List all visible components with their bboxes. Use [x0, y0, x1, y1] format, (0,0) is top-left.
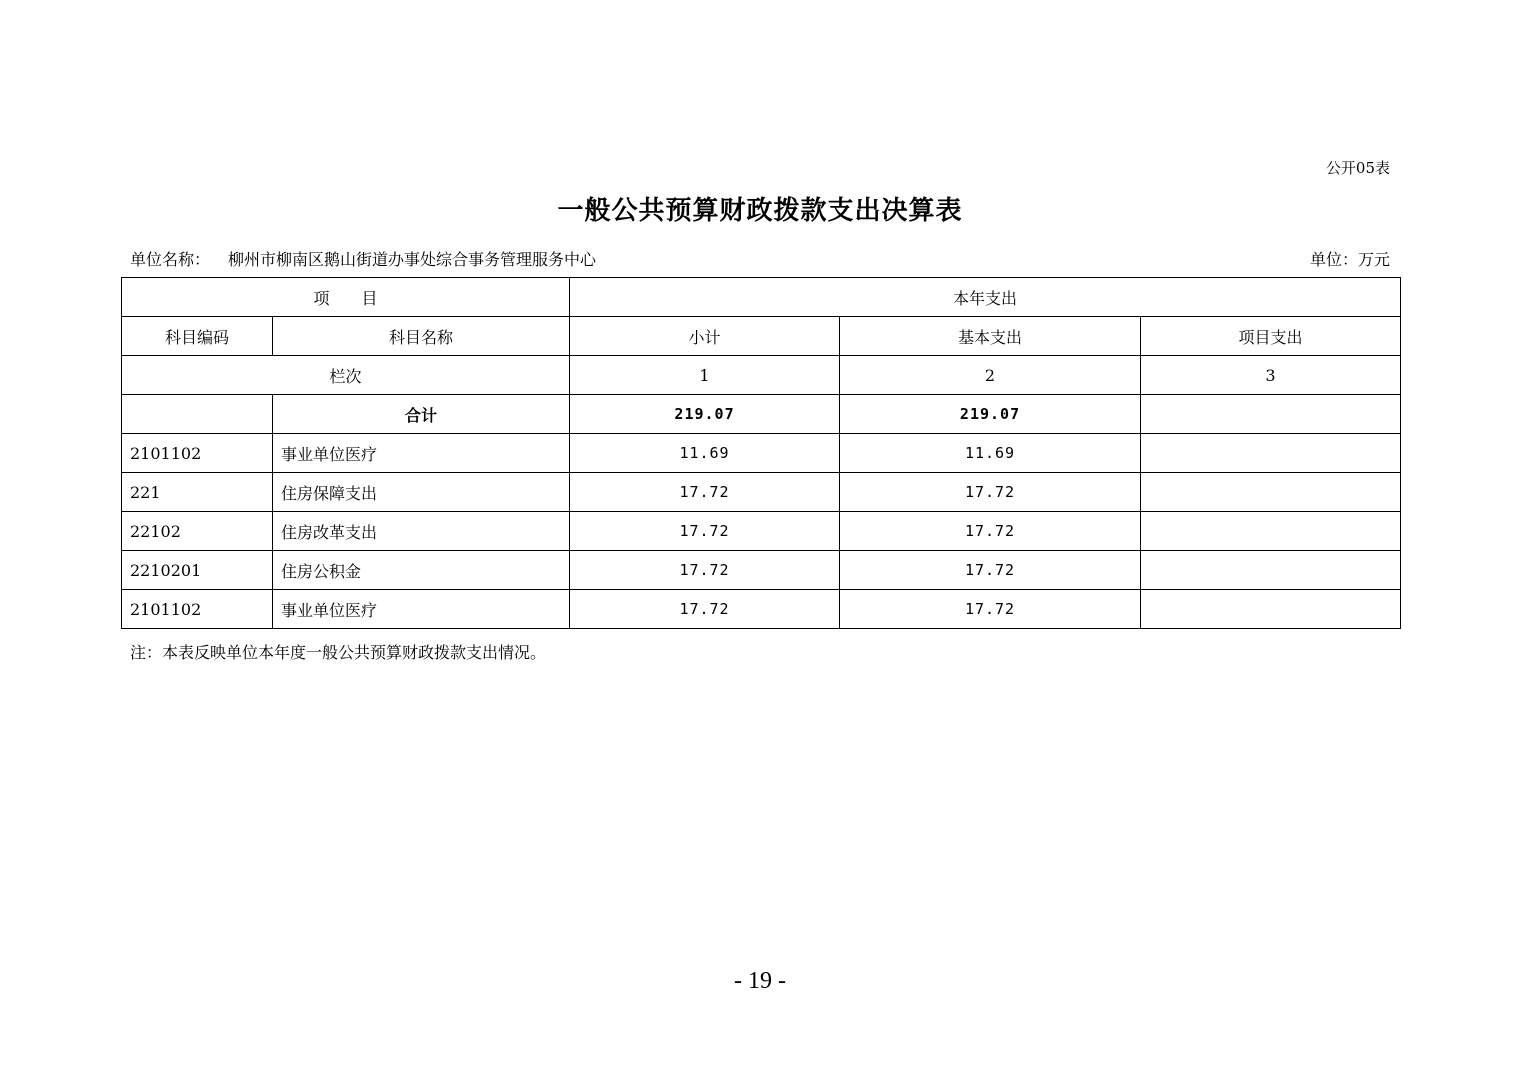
row-basic: 17.72	[840, 473, 1141, 512]
budget-table	[121, 277, 1401, 629]
org-info	[130, 247, 596, 270]
header-subtotal: 小计	[570, 317, 840, 356]
header-row-1	[122, 278, 1401, 317]
index-col-2: 2	[840, 356, 1141, 395]
row-project	[1141, 551, 1401, 590]
table-row	[122, 551, 1401, 590]
row-code: 2210201	[122, 551, 273, 590]
row-subtotal: 17.72	[570, 512, 840, 551]
index-row	[122, 356, 1401, 395]
table-row	[122, 473, 1401, 512]
page-number: - 19 -	[734, 968, 786, 994]
total-name: 合计	[273, 395, 570, 434]
total-row	[122, 395, 1401, 434]
row-project	[1141, 434, 1401, 473]
row-subtotal: 17.72	[570, 590, 840, 629]
row-basic: 17.72	[840, 551, 1141, 590]
index-col-3: 3	[1141, 356, 1401, 395]
table-row	[122, 434, 1401, 473]
row-name: 住房改革支出	[273, 512, 570, 551]
org-label: 单位名称：	[130, 250, 211, 269]
row-name: 住房公积金	[273, 551, 570, 590]
header-row-2	[122, 317, 1401, 356]
total-code	[122, 395, 273, 434]
row-subtotal: 11.69	[570, 434, 840, 473]
row-code: 221	[122, 473, 273, 512]
table-row	[122, 512, 1401, 551]
row-name: 住房保障支出	[273, 473, 570, 512]
row-name: 事业单位医疗	[273, 590, 570, 629]
row-project	[1141, 512, 1401, 551]
total-subtotal: 219.07	[570, 395, 840, 434]
total-project	[1141, 395, 1401, 434]
total-basic: 219.07	[840, 395, 1141, 434]
table-note: 注：本表反映单位本年度一般公共预算财政拨款支出情况。	[130, 643, 547, 662]
row-subtotal: 17.72	[570, 551, 840, 590]
header-item: 项 目	[122, 278, 570, 317]
table-row	[122, 590, 1401, 629]
row-code: 2101102	[122, 590, 273, 629]
header-basic: 基本支出	[840, 317, 1141, 356]
row-name: 事业单位医疗	[273, 434, 570, 473]
row-subtotal: 17.72	[570, 473, 840, 512]
header-name: 科目名称	[273, 317, 570, 356]
row-code: 2101102	[122, 434, 273, 473]
header-code: 科目编码	[122, 317, 273, 356]
row-basic: 11.69	[840, 434, 1141, 473]
index-col-1: 1	[570, 356, 840, 395]
row-project	[1141, 590, 1401, 629]
row-project	[1141, 473, 1401, 512]
page-title: 一般公共预算财政拨款支出决算表	[557, 196, 963, 226]
currency-unit: 单位：万元	[1309, 250, 1390, 269]
org-name: 柳州市柳南区鹅山街道办事处综合事务管理服务中心	[228, 250, 597, 269]
form-code: 公开05表	[1325, 159, 1390, 177]
header-project: 项目支出	[1141, 317, 1401, 356]
unit-info-line	[130, 247, 1390, 270]
row-basic: 17.72	[840, 512, 1141, 551]
row-code: 22102	[122, 512, 273, 551]
header-current-year: 本年支出	[570, 278, 1401, 317]
index-label: 栏次	[122, 356, 570, 395]
row-basic: 17.72	[840, 590, 1141, 629]
